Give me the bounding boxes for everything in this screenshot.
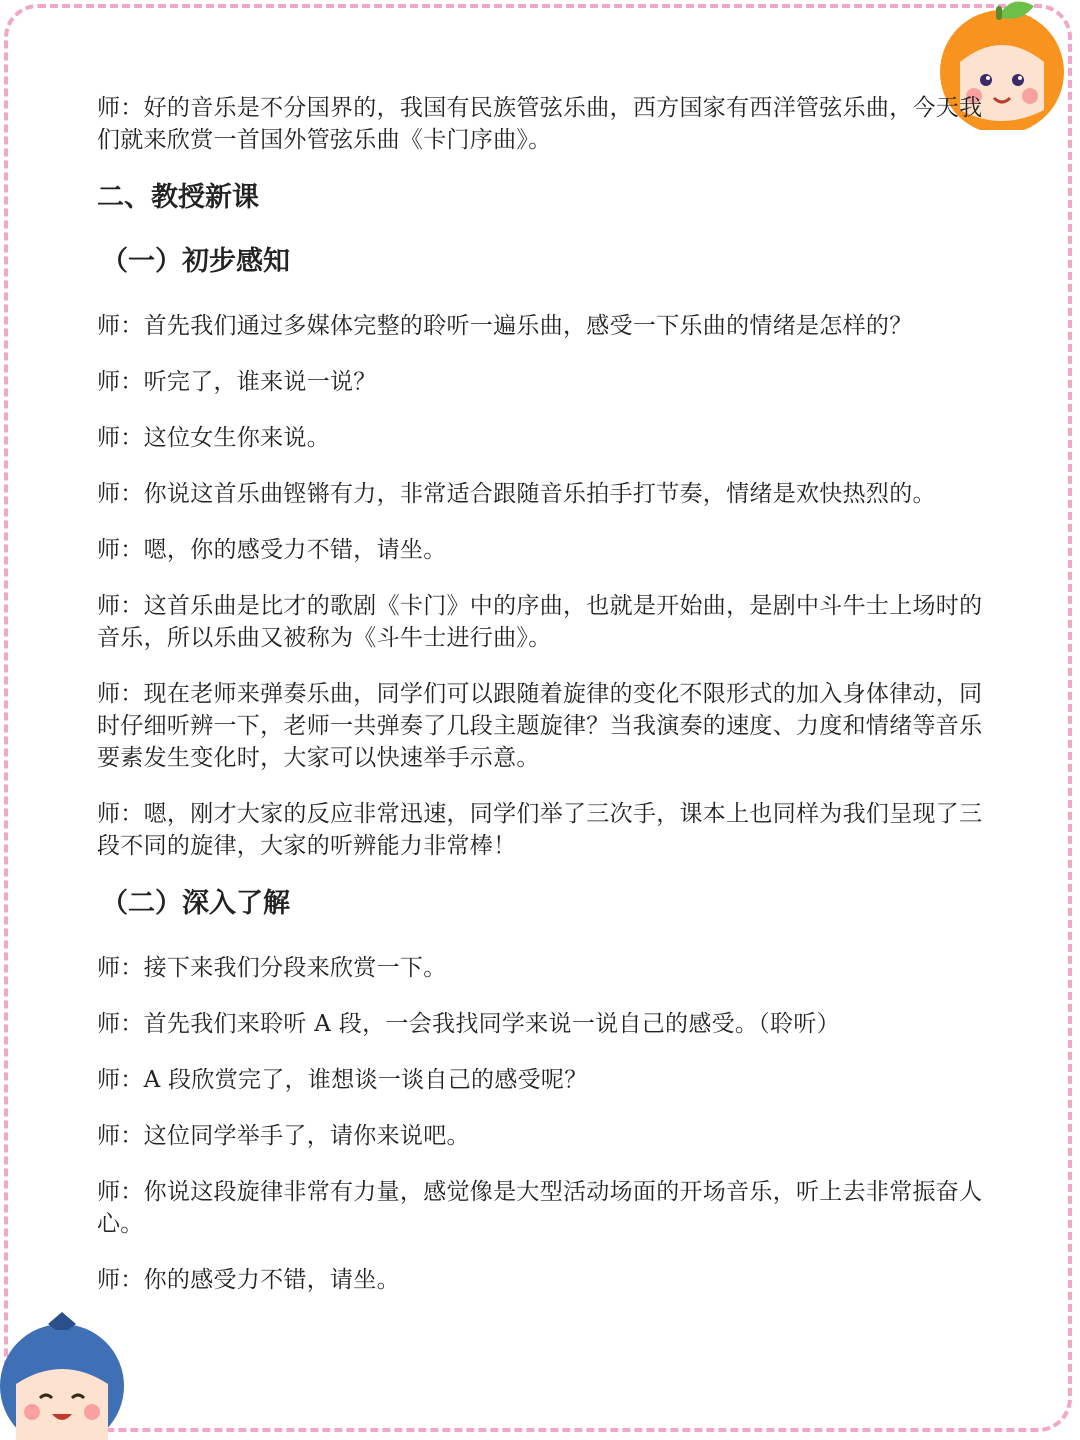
teacher-line: 师：这位女生你来说。 [97,425,330,451]
subsection-heading: （一）初步感知 [101,246,290,277]
teacher-line: 师：你说这段旋律非常有力量，感觉像是大型活动场面的开场音乐，听上去非常振奋人心。 [97,1179,983,1237]
teacher-line: 师：首先我们通过多媒体完整的聆听一遍乐曲，感受一下乐曲的情绪是怎样的？ [97,313,913,339]
section-heading: 二、教授新课 [97,182,259,213]
lesson-plan-document [97,92,987,1320]
teacher-line: 师：嗯，你的感受力不错，请坐。 [97,537,447,563]
subsection-heading: （二）深入了解 [101,888,290,919]
teacher-line: 师：好的音乐是不分国界的，我国有民族管弦乐曲，西方国家有西洋管弦乐曲，今天我们就来欣赏一首国外管弦乐曲《卡门序曲》。 [97,95,983,153]
teacher-line: 师：这位同学举手了，请你来说吧。 [97,1123,470,1149]
teacher-line: 师：A 段欣赏完了，谁想谈一谈自己的感受呢？ [97,1067,588,1093]
teacher-line: 师：现在老师来弹奏乐曲，同学们可以跟随着旋律的变化不限形式的加入身体律动，同时仔细听辨一下，老师一共弹奏了几段主题旋律？当我演奏的速度、力度和情绪等音乐要素发生变化时，大家可以快速举手示意。 [97,681,983,771]
teacher-line: 师：首先我们来聆听 A 段，一会我找同学来说一说自己的感受。（聆听） [97,1011,840,1037]
teacher-line: 师：听完了，谁来说一说？ [97,369,377,395]
teacher-line: 师：你的感受力不错，请坐。 [97,1267,400,1293]
teacher-line: 师：嗯，刚才大家的反应非常迅速，同学们举了三次手，课本上也同样为我们呈现了三段不同的旋律，大家的听辨能力非常棒！ [97,801,983,859]
teacher-line: 师：你说这首乐曲铿锵有力，非常适合跟随音乐拍手打节奏，情绪是欢快热烈的。 [97,481,936,507]
teacher-line: 师：接下来我们分段来欣赏一下。 [97,955,447,981]
blueberry-mascot-icon [0,1310,130,1440]
teacher-line: 师：这首乐曲是比才的歌剧《卡门》中的序曲，也就是开始曲，是剧中斗牛士上场时的音乐，所以乐曲又被称为《斗牛士进行曲》。 [97,593,983,651]
